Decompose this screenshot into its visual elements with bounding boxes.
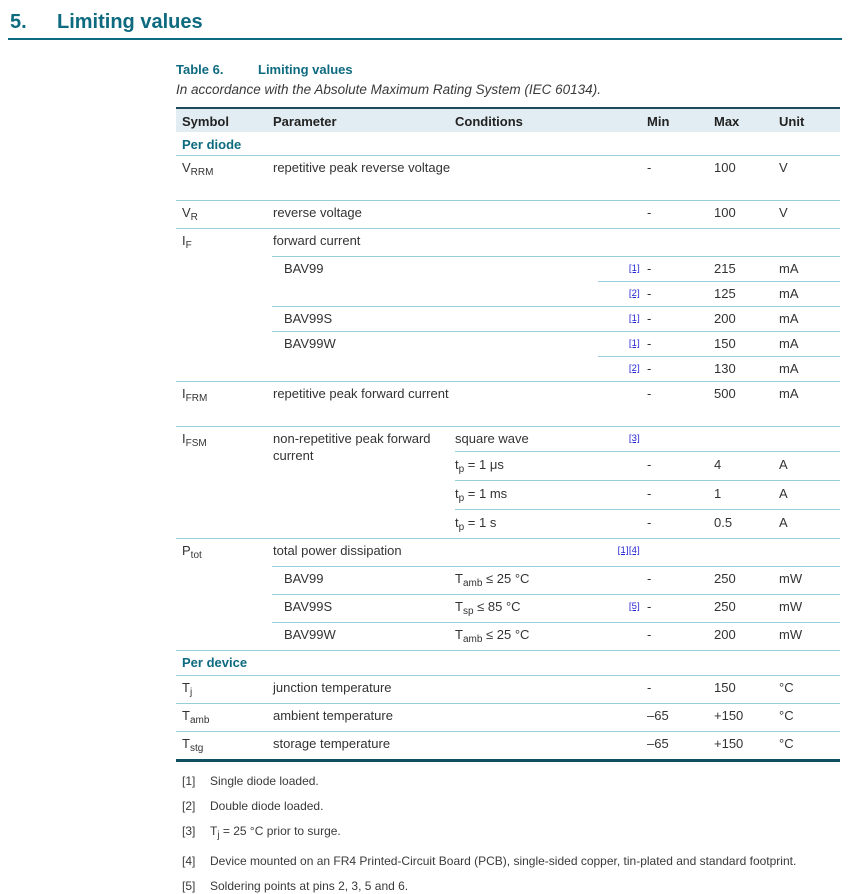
footnote: [176, 773, 826, 789]
parameter-cell: junction temperature: [273, 680, 392, 695]
table-row: [176, 538, 840, 566]
symbol-cell: [176, 356, 272, 381]
col-header-unit: Unit: [779, 114, 805, 129]
col-header-ref: [598, 109, 643, 132]
max-cell: 250: [714, 599, 736, 614]
unit-cell: °C: [779, 708, 794, 723]
table-caption-title: Limiting values: [258, 62, 353, 77]
symbol-cell: $T_j$: [182, 680, 193, 698]
parameter-cell: [272, 356, 455, 381]
max-cell: 150: [714, 336, 736, 351]
row-divider: [176, 228, 840, 229]
unit-cell: mA: [779, 261, 799, 276]
limiting-values-table: [176, 107, 840, 762]
symbol-cell: [176, 281, 272, 306]
ref-cell: [598, 566, 643, 594]
symbol-cell: [176, 594, 272, 622]
min-cell: -: [647, 205, 652, 220]
max-cell: 0.5: [714, 515, 733, 530]
max-cell: 130: [714, 361, 736, 376]
symbol-cell: [176, 622, 272, 650]
unit-cell: A: [779, 486, 788, 501]
conditions-cell: [455, 675, 598, 703]
min-cell: -: [647, 486, 652, 501]
table-caption: [176, 62, 850, 78]
table-row: [176, 155, 840, 200]
ref-cell: [598, 356, 643, 381]
footnote-number: [5]: [182, 879, 196, 893]
parameter-cell: BAV99: [284, 261, 324, 276]
ref-cell: [598, 281, 643, 306]
section-number: 5.: [10, 11, 27, 33]
conditions-cell: [455, 381, 598, 426]
parameter-cell: BAV99S: [284, 311, 333, 326]
footnote-text: Single diode loaded.: [210, 774, 319, 788]
row-divider: [272, 331, 840, 332]
ref-cell: [598, 538, 643, 566]
ref-cell: [598, 426, 643, 451]
parameter-cell: repetitive peak reverse voltage: [273, 160, 451, 175]
symbol-cell: $I_{FSM}$: [182, 431, 207, 449]
table-subrow: [455, 451, 840, 480]
min-cell: -: [647, 571, 652, 586]
max-cell: 200: [714, 311, 736, 326]
unit-cell: mA: [779, 336, 799, 351]
unit-cell: V: [779, 160, 788, 175]
table-row: [176, 731, 840, 759]
max-cell: 4: [714, 457, 722, 472]
parameter-cell: non-repetitive peak forward current: [273, 431, 431, 463]
symbol-cell: [176, 331, 272, 356]
ref-cell: [598, 594, 643, 622]
col-header-min: Min: [647, 114, 670, 129]
col-header-max: Max: [714, 114, 740, 129]
row-divider: [272, 256, 840, 257]
ref-cell: [598, 228, 643, 256]
max-cell: 100: [714, 205, 736, 220]
row-divider: [598, 356, 840, 357]
conditions-cell: [455, 306, 598, 331]
ref-cell: [598, 703, 643, 731]
footnote-ref-link[interactable]: [2]: [628, 288, 640, 299]
max-cell: 100: [714, 160, 736, 175]
unit-cell: mA: [779, 361, 799, 376]
unit-cell: mW: [779, 599, 803, 614]
min-cell: -: [647, 627, 652, 642]
conditions-cell: $t_p = 1$ μs: [455, 457, 504, 475]
table-row: [176, 703, 840, 731]
min-cell: [643, 228, 710, 256]
conditions-cell: $T_{amb} \le 25$ °C: [455, 571, 530, 589]
min-cell: –65: [647, 736, 669, 751]
section-row-per-diode: [176, 132, 840, 155]
footnote: [176, 853, 826, 869]
unit-cell: mA: [779, 311, 799, 326]
parameter-cell: BAV99W: [284, 627, 336, 642]
min-cell: -: [647, 160, 652, 175]
col-header-parameter: Parameter: [273, 114, 337, 129]
footnote: [176, 823, 826, 844]
footnote-text: Double diode loaded.: [210, 799, 324, 813]
min-cell: -: [647, 680, 652, 695]
row-divider: [176, 650, 840, 651]
table-row: [176, 200, 840, 228]
parameter-cell: total power dissipation: [273, 543, 402, 558]
table-subrow: [455, 426, 840, 451]
footnote-ref-link[interactable]: [1]: [628, 313, 640, 324]
ref-cell: [598, 381, 643, 426]
symbol-cell: $T_{stg}$: [182, 736, 204, 754]
row-divider: [176, 381, 840, 382]
section-label: Per device: [182, 655, 248, 670]
max-cell: [710, 426, 775, 451]
conditions-cell: $T_{sp} \le 85$ °C: [455, 599, 521, 617]
table-subtitle: In accordance with the Absolute Maximum Rating System (IEC 60134).: [176, 82, 601, 97]
max-cell: 1: [714, 486, 722, 501]
symbol-cell: [176, 566, 272, 594]
table-row: [176, 331, 840, 356]
conditions-cell: $t_p = 1$ s: [455, 515, 497, 533]
unit-cell: mW: [779, 571, 803, 586]
condition-subrows: [455, 426, 840, 538]
parameter-cell: ambient temperature: [273, 708, 393, 723]
ref-cell: [598, 731, 643, 759]
footnote-number: [4]: [182, 854, 196, 868]
symbol-cell: [176, 306, 272, 331]
conditions-cell: $t_p = 1$ ms: [455, 486, 508, 504]
section-row-per-device: [176, 650, 840, 675]
max-cell: +150: [714, 708, 744, 723]
symbol-cell: $I_{FRM}$: [182, 386, 208, 404]
table-row-group-ifsm: [176, 426, 840, 538]
footnote-ref-link[interactable]: [3]: [628, 433, 640, 444]
footnote-text: Device mounted on an FR4 Printed-Circuit Board (PCB), single-sided copper, tin-plated and standard footprint.: [210, 854, 797, 868]
table-row: [176, 622, 840, 650]
parameter-cell: BAV99S: [284, 599, 333, 614]
footnote-text: Soldering points at pins 2, 3, 5 and 6.: [210, 879, 409, 893]
unit-cell: °C: [779, 680, 794, 695]
parameter-cell: BAV99W: [284, 336, 336, 351]
min-cell: -: [647, 311, 652, 326]
parameter-cell: [272, 281, 455, 306]
footnote: [176, 798, 826, 814]
min-cell: -: [647, 361, 652, 376]
footnote-ref-link[interactable]: [1][4]: [617, 545, 640, 556]
unit-cell: A: [779, 515, 788, 530]
table-row: [176, 594, 840, 622]
max-cell: 200: [714, 627, 736, 642]
row-divider: [176, 155, 840, 156]
table-row: [176, 356, 840, 381]
row-divider: [176, 200, 840, 201]
unit-cell: A: [779, 457, 788, 472]
section-title: Limiting values: [57, 11, 203, 33]
unit-cell: mA: [779, 286, 799, 301]
max-cell: 125: [714, 286, 736, 301]
row-divider: [176, 731, 840, 732]
section-label: Per diode: [182, 137, 242, 152]
parameter-cell: repetitive peak forward current: [273, 386, 449, 401]
parameter-cell: storage temperature: [273, 736, 391, 751]
symbol-cell: $V_{RRM}$: [182, 160, 214, 178]
conditions-cell: [455, 356, 598, 381]
min-cell: -: [647, 386, 652, 401]
col-header-symbol: Symbol: [182, 114, 229, 129]
parameter-cell: reverse voltage: [273, 205, 362, 220]
unit-cell: [775, 426, 840, 451]
conditions-cell: [455, 331, 598, 356]
conditions-cell: [455, 731, 598, 759]
row-divider: [272, 622, 840, 623]
row-divider: [272, 306, 840, 307]
conditions-cell: [455, 256, 598, 281]
footnote-number: [2]: [182, 799, 196, 813]
footnote-text: $T_j = 25$ °C prior to surge.: [210, 824, 341, 841]
min-cell: -: [647, 515, 652, 530]
ref-cell: [598, 622, 643, 650]
table-caption-label: Table 6.: [176, 62, 224, 77]
table-row: [176, 381, 840, 426]
footnote-ref-link[interactable]: [1]: [628, 338, 640, 349]
table-subrow: [455, 509, 840, 538]
table-row: [176, 306, 840, 331]
col-header-conditions: Conditions: [455, 114, 523, 129]
max-cell: 250: [714, 571, 736, 586]
min-cell: -: [647, 336, 652, 351]
row-divider: [176, 675, 840, 676]
min-cell: -: [647, 261, 652, 276]
unit-cell: °C: [779, 736, 794, 751]
unit-cell: [775, 538, 840, 566]
row-divider: [598, 281, 840, 282]
ref-cell: [598, 306, 643, 331]
heading-rule: [8, 38, 842, 40]
max-cell: 215: [714, 261, 736, 276]
max-cell: +150: [714, 736, 744, 751]
conditions-cell: [455, 281, 598, 306]
conditions-cell: [455, 703, 598, 731]
row-divider: [272, 594, 840, 595]
min-cell: –65: [647, 708, 669, 723]
ref-cell: [598, 481, 643, 509]
ref-cell: [598, 256, 643, 281]
ref-cell: [598, 510, 643, 538]
parameter-cell: forward current: [273, 233, 361, 248]
footnote: [176, 878, 826, 894]
ref-cell: [598, 155, 643, 200]
max-cell: [710, 228, 775, 256]
symbol-cell: $I_F$: [182, 233, 192, 251]
conditions-cell: $T_{amb} \le 25$ °C: [455, 627, 530, 645]
footnote-ref-link[interactable]: [2]: [628, 363, 640, 374]
footnote-ref-link[interactable]: [1]: [628, 263, 640, 274]
max-cell: [710, 538, 775, 566]
footnote-ref-link[interactable]: [5]: [628, 601, 640, 612]
symbol-cell: [176, 256, 272, 281]
min-cell: [643, 426, 710, 451]
symbol-cell: $P_{tot}$: [182, 543, 202, 561]
table-subrow: [455, 480, 840, 509]
min-cell: [643, 538, 710, 566]
max-cell: 150: [714, 680, 736, 695]
conditions-cell: square wave: [455, 431, 529, 446]
ref-cell: [598, 331, 643, 356]
conditions-cell: [455, 538, 598, 566]
unit-cell: mW: [779, 627, 803, 642]
min-cell: -: [647, 286, 652, 301]
min-cell: -: [647, 457, 652, 472]
footnote-number: [3]: [182, 824, 196, 838]
max-cell: 500: [714, 386, 736, 401]
table-row: [176, 228, 840, 256]
table-row: [176, 281, 840, 306]
symbol-cell: $T_{amb}$: [182, 708, 210, 726]
table-row: [176, 566, 840, 594]
min-cell: -: [647, 599, 652, 614]
conditions-cell: [455, 155, 598, 200]
conditions-cell: [455, 228, 598, 256]
table-row: [176, 675, 840, 703]
ref-cell: [598, 200, 643, 228]
row-divider: [176, 703, 840, 704]
unit-cell: V: [779, 205, 788, 220]
symbol-cell: $V_R$: [182, 205, 198, 223]
unit-cell: [775, 228, 840, 256]
unit-cell: mA: [779, 386, 799, 401]
parameter-cell: BAV99: [284, 571, 324, 586]
conditions-cell: [455, 200, 598, 228]
table-row: [176, 256, 840, 281]
table-header-row: [176, 107, 840, 132]
ref-cell: [598, 675, 643, 703]
ref-cell: [598, 452, 643, 480]
row-divider: [272, 566, 840, 567]
section-heading: [0, 0, 850, 34]
footnote-list: [176, 773, 826, 894]
footnote-number: [1]: [182, 774, 196, 788]
row-divider: [176, 538, 840, 539]
